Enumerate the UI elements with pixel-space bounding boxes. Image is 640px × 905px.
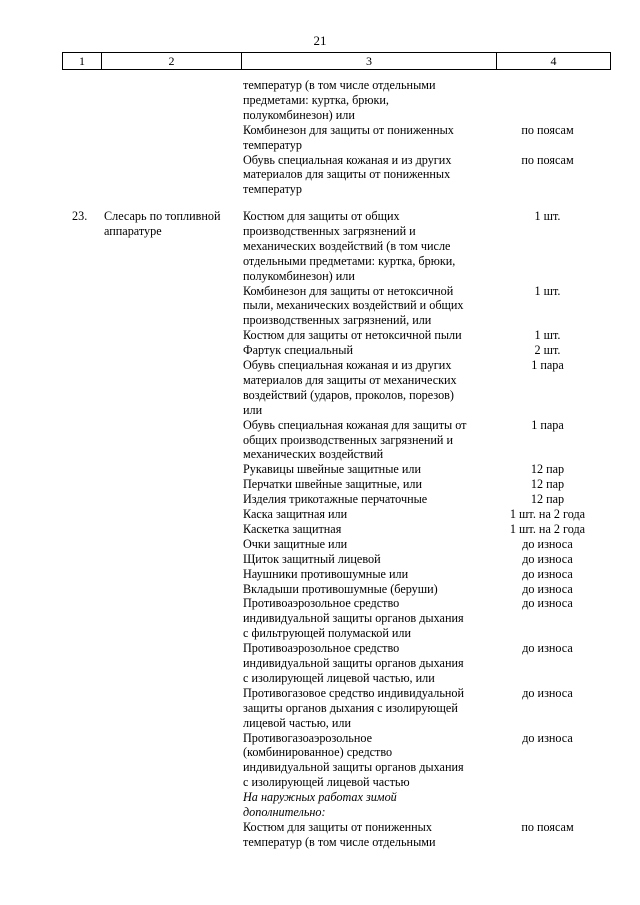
column-header-4: 4 <box>496 53 610 69</box>
item-norm: до износа <box>522 551 573 566</box>
item-norm: по поясам <box>521 819 574 834</box>
item-text: защиты органов дыхания с изолирующей <box>243 700 458 715</box>
item-norm: 2 шт. <box>534 343 561 358</box>
item-text: температур <box>243 137 302 152</box>
item-norm: по поясам <box>521 122 574 137</box>
item-text: Комбинезон для защиты от пониженных <box>243 122 454 137</box>
item-text: Обувь специальная кожаная и из других <box>243 152 452 167</box>
item-text: Противоаэрозольное средство <box>243 641 400 656</box>
item-text: отдельными предметами: куртка, брюки, <box>243 253 456 268</box>
item-text: Противогазовое средство индивидуальной <box>243 685 465 700</box>
item-norm: до износа <box>522 536 573 551</box>
item-text: Каскетка защитная <box>243 521 342 536</box>
column-header-2: 2 <box>101 53 241 69</box>
item-text: производственных загрязнений и <box>243 223 416 238</box>
item-norm: 1 пара <box>531 358 564 372</box>
item-text: Щиток защитный лицевой <box>243 551 381 566</box>
item-norm: 1 шт. на 2 года <box>509 521 586 536</box>
profession-line: аппаратуре <box>104 224 162 238</box>
item-text: с изолирующей лицевой частью, или <box>243 670 435 685</box>
item-text: температур (в том числе отдельными <box>243 78 436 92</box>
entry-number: 23. <box>72 209 88 223</box>
item-text: Обувь специальная кожаная для защиты от <box>243 417 467 432</box>
item-norm: до износа <box>522 685 573 700</box>
item-norm: 1 шт. на 2 года <box>509 507 586 521</box>
item-norm: по поясам <box>521 152 574 167</box>
item-text: индивидуальной защиты органов дыхания <box>243 760 464 775</box>
item-text: Каска защитная или <box>243 507 348 521</box>
item-text: полукомбинезон) или <box>243 107 355 122</box>
item-text: общих производственных загрязнений и <box>243 432 454 447</box>
item-norm: до износа <box>522 566 573 581</box>
item-text: Изделия трикотажные перчаточные <box>243 492 428 507</box>
item-norm: 12 пар <box>530 492 565 507</box>
page-number: 21 <box>313 33 327 48</box>
item-text: пыли, механических воздействий и общих <box>243 298 464 313</box>
item-text: полукомбинезон) или <box>243 268 355 283</box>
item-text: индивидуальной защиты органов дыхания <box>243 611 464 626</box>
item-text: Наушники противошумные или <box>243 566 409 581</box>
column-header-row <box>62 52 611 70</box>
item-text: Костюм для защиты от общих <box>243 209 400 223</box>
item-text: дополнительно: <box>243 805 326 819</box>
item-text: лицевой частью, или <box>243 715 352 730</box>
item-text: материалов для защиты от механических <box>243 372 457 387</box>
item-text: Очки защитные или <box>243 536 348 551</box>
item-text: с изолирующей лицевой частью <box>243 775 410 790</box>
item-text: предметами: куртка, брюки, <box>243 92 389 107</box>
item-text: индивидуальной защиты органов дыхания <box>243 656 464 670</box>
item-text: (комбинированное) средство <box>243 745 393 760</box>
item-text: Вкладыши противошумные (беруши) <box>243 581 438 596</box>
item-text: Комбинезон для защиты от нетоксичной <box>243 283 454 298</box>
item-norm: 12 пар <box>530 477 565 492</box>
item-text: Рукавицы швейные защитные или <box>243 462 421 477</box>
item-text: с фильтрующей полумаской или <box>243 626 412 641</box>
item-text: Обувь специальная кожаная и из других <box>243 358 452 372</box>
item-norm: 1 шт. <box>534 209 561 223</box>
item-norm: до износа <box>522 730 573 745</box>
item-text: производственных загрязнений, или <box>243 313 432 328</box>
item-text: Костюм для защиты от нетоксичной пыли <box>243 328 462 343</box>
item-norm: до износа <box>522 641 573 656</box>
item-text: материалов для защиты от пониженных <box>243 167 451 182</box>
item-text: Фартук специальный <box>243 343 353 358</box>
item-text: Костюм для защиты от пониженных <box>243 819 432 834</box>
item-text: механических воздействий <box>243 447 384 462</box>
item-text: На наружных работах зимой <box>243 790 397 805</box>
item-norm: 12 пар <box>530 462 565 477</box>
item-text: Противоаэрозольное средство <box>243 596 400 611</box>
column-header-3: 3 <box>241 53 496 69</box>
item-norm: 1 шт. <box>534 328 561 343</box>
item-text: температур (в том числе отдельными <box>243 834 436 849</box>
item-norm: до износа <box>522 596 573 611</box>
item-norm: 1 шт. <box>534 283 561 298</box>
item-text: Противогазоаэрозольное <box>243 730 373 745</box>
item-norm: 1 пара <box>531 417 564 432</box>
item-norm: до износа <box>522 581 573 596</box>
profession-line: Слесарь по топливной <box>104 209 221 223</box>
item-text: или <box>243 402 263 417</box>
column-header-1: 1 <box>79 54 85 68</box>
item-text: воздействий (ударов, проколов, порезов) <box>243 387 454 402</box>
item-text: механических воздействий (в том числе <box>243 238 451 253</box>
item-text: температур <box>243 182 302 197</box>
item-text: Перчатки швейные защитные, или <box>243 477 423 492</box>
